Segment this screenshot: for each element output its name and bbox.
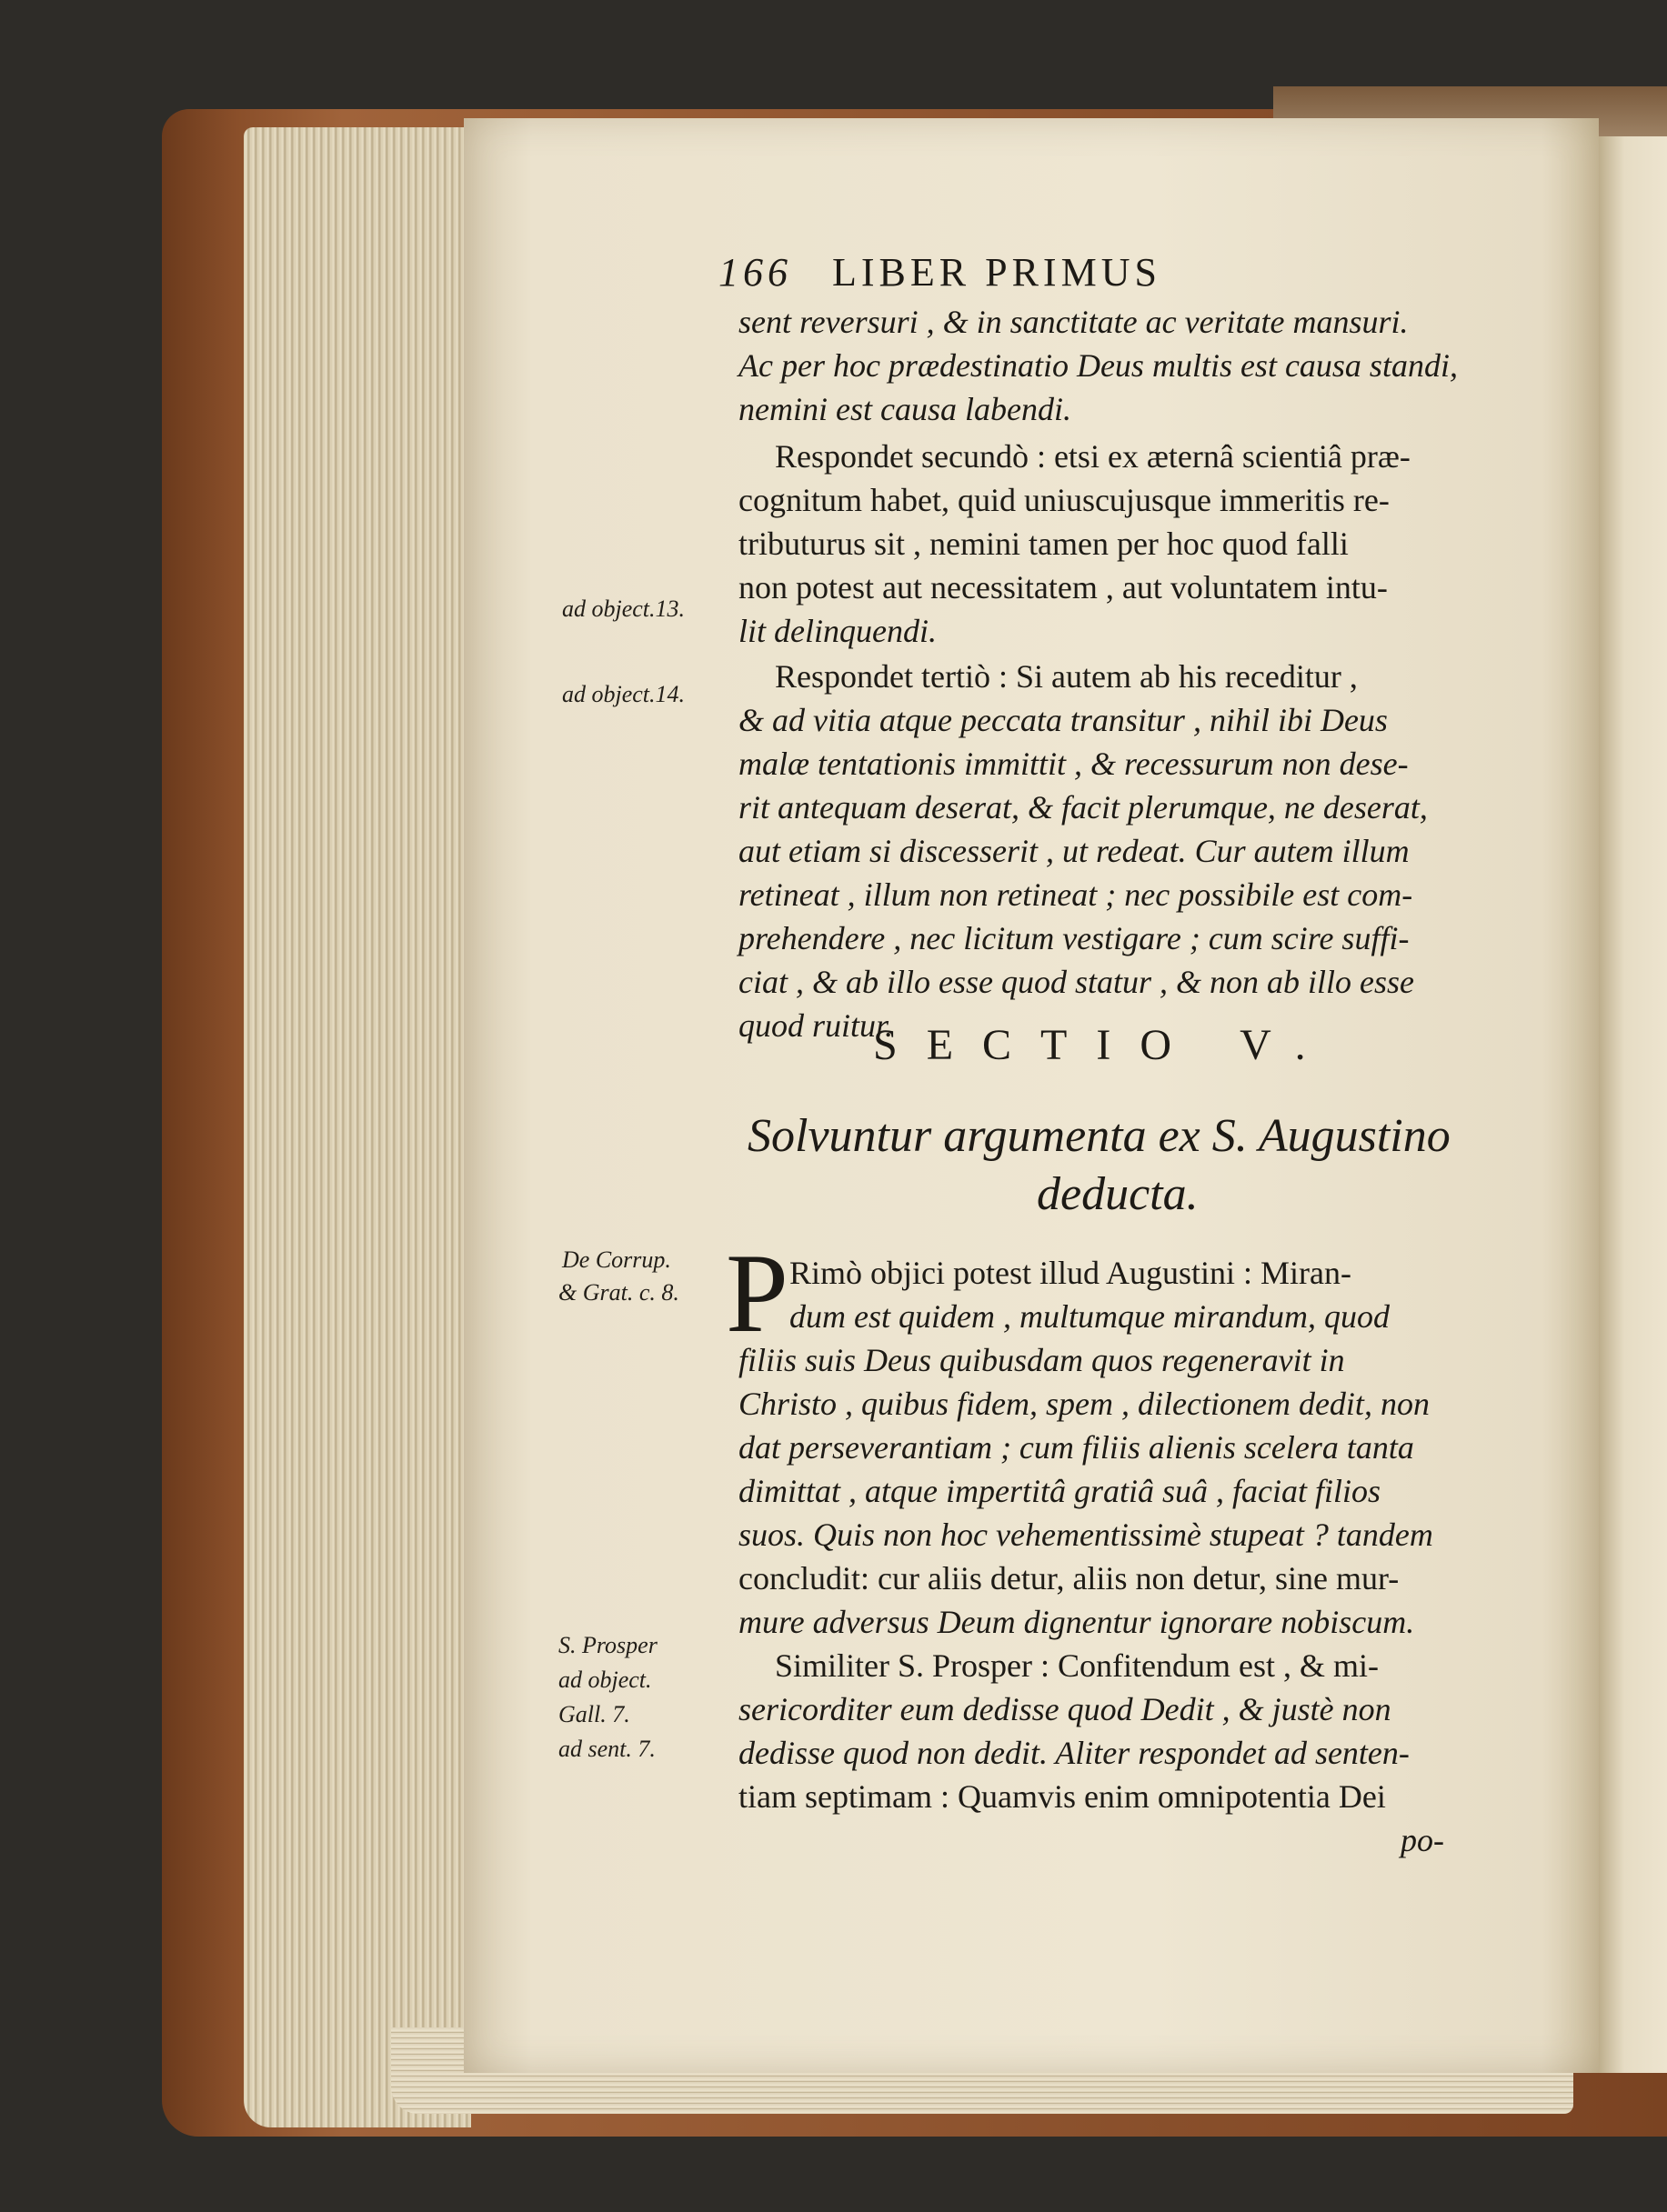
text-line: Similiter S. Prosper : Confitendum est , & mi- — [775, 1647, 1379, 1684]
text-line: & ad vitia atque peccata transitur , nihil ibi Deus — [738, 702, 1388, 738]
text-line: Respondet secundò : etsi ex æternâ scientiâ præ- — [775, 438, 1411, 475]
facing-page-edge — [1596, 136, 1667, 2073]
text-line: tributurus sit , nemini tamen per hoc quod falli — [738, 525, 1349, 562]
margin-note-prosper-3: Gall. 7. — [558, 1701, 630, 1727]
section-heading: SECTIO V. — [873, 1021, 1335, 1069]
text-line: rit antequam deserat, & facit plerumque, ne deserat, — [738, 789, 1428, 826]
drop-capital: P — [726, 1231, 788, 1356]
text-line: tiam septimam : Quamvis enim omnipotentia Dei — [738, 1778, 1386, 1815]
text-line: mure adversus Deum dignentur ignorare nobiscum. — [738, 1604, 1415, 1640]
text-line: Respondet tertiò : Si autem ab his receditur , — [775, 658, 1358, 695]
text-line: ciat , & ab illo esse quod statur , & non ab illo esse — [738, 964, 1414, 1000]
text-line: prehendere , nec licitum vestigare ; cum scire suffi- — [738, 920, 1410, 956]
text-line: nemini est causa labendi. — [738, 391, 1071, 427]
margin-note-prosper-2: ad object. — [558, 1667, 652, 1693]
text-line: cognitum habet, quid uniuscujusque immeritis re- — [738, 482, 1390, 518]
text-line: malæ tentationis immittit , & recessurum non dese- — [738, 746, 1409, 782]
text-line: dat perseverantiam ; cum filiis alienis scelera tanta — [738, 1429, 1414, 1466]
text-line: concludit: cur aliis detur, aliis non detur, sine mur- — [738, 1560, 1400, 1596]
margin-note-object-14: ad object.14. — [562, 681, 686, 707]
text-line: sericorditer eum dedisse quod Dedit , & justè non — [738, 1691, 1391, 1727]
text-line: lit delinquendi. — [738, 613, 937, 649]
text-line: quod ruitur. — [738, 1007, 894, 1044]
running-title: LIBER PRIMUS — [832, 250, 1161, 295]
text-line: suos. Quis non hoc vehementissimè stupeat ? tandem — [738, 1516, 1433, 1553]
text-line: dimittat , atque impertitâ gratiâ suâ , faciat filios — [738, 1473, 1381, 1509]
text-line: Christo , quibus fidem, spem , dilectionem dedit, non — [738, 1386, 1430, 1422]
margin-note-object-13: ad object.13. — [562, 596, 686, 622]
text-line: dedisse quod non dedit. Aliter respondet ad senten- — [738, 1735, 1410, 1771]
catchword: po- — [1401, 1822, 1444, 1858]
text-line: aut etiam si discesserit , ut redeat. Cur autem illum — [738, 833, 1410, 869]
text-line: non potest aut necessitatem , aut voluntatem intu- — [738, 569, 1388, 606]
margin-note-prosper-1: S. Prosper — [558, 1632, 658, 1658]
text-line: dum est quidem , multumque mirandum, quod — [789, 1298, 1390, 1335]
text-line: Rimò objici potest illud Augustini : Miran- — [789, 1255, 1351, 1291]
margin-note-de-correptione: De Corrup. — [562, 1246, 671, 1273]
text-line: sent reversuri , & in sanctitate ac veritate mansuri. — [738, 304, 1409, 340]
margin-note-de-correptione-2: & Grat. c. 8. — [558, 1279, 679, 1306]
page-edges-left — [244, 127, 471, 2127]
text-line: retineat , illum non retineat ; nec possibile est com- — [738, 876, 1413, 913]
text-line: filiis suis Deus quibusdam quos regeneravit in — [738, 1342, 1345, 1378]
text-line: Ac per hoc prædestinatio Deus multis est causa standi, — [738, 347, 1458, 384]
section-subtitle-line-2: deducta. — [1037, 1168, 1199, 1220]
section-subtitle-line-1: Solvuntur argumenta ex S. Augustino — [748, 1110, 1451, 1162]
running-head — [718, 245, 1355, 300]
page-number: 166 — [718, 250, 792, 295]
margin-note-prosper-4: ad sent. 7. — [558, 1736, 656, 1762]
